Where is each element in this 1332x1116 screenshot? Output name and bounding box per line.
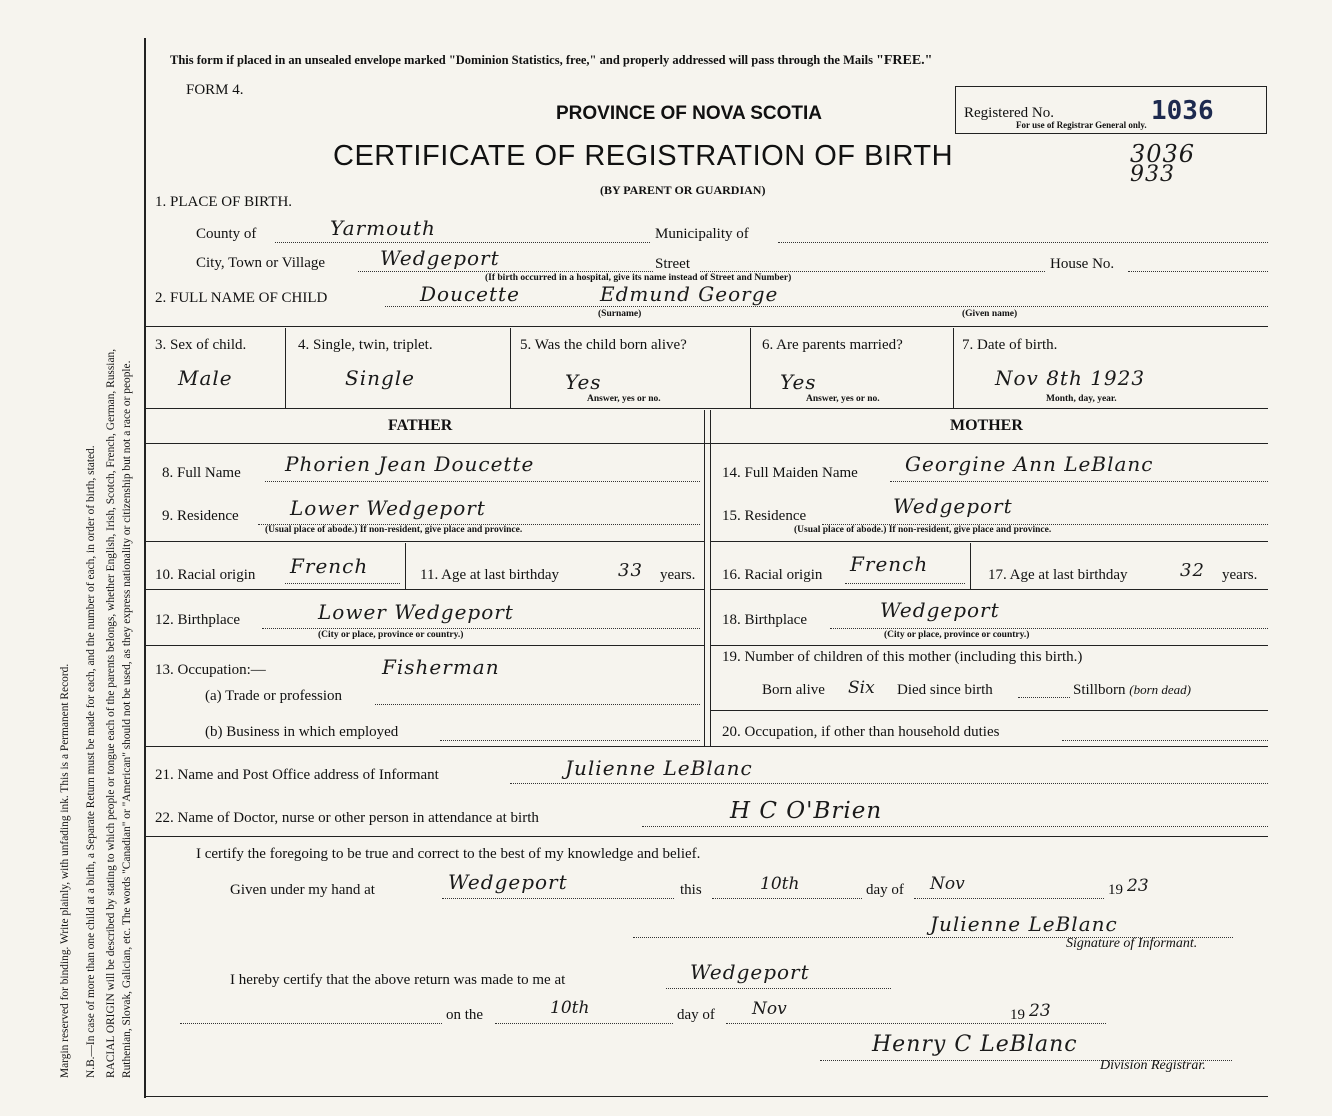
father-birthplace-line: [262, 628, 700, 629]
mother-birthplace-value: Wedgeport: [880, 598, 1000, 622]
child-name-label: 2. FULL NAME OF CHILD: [155, 290, 328, 306]
margin-note-binding: Margin reserved for binding. Write plainly, with unfading ink. This is a Permanent Record.: [59, 663, 71, 1078]
given-day-value: 10th: [760, 874, 800, 894]
row-divider-3: [146, 746, 1268, 747]
child-given-name: Edmund George: [600, 282, 779, 306]
sex-label: 3. Sex of child.: [155, 337, 247, 353]
registrar-pre-line: [180, 1023, 442, 1024]
registrar-text: I hereby certify that the above return was made to me at: [230, 972, 566, 988]
given-year-prefix: 19: [1108, 882, 1123, 898]
city-value: Wedgeport: [380, 246, 500, 270]
father-racial-label: 10. Racial origin: [155, 567, 256, 583]
city-line: [358, 271, 653, 272]
father-name-value: Phorien Jean Doucette: [285, 452, 535, 476]
col-divider-sex: [285, 328, 286, 408]
margin-border: [144, 38, 146, 1098]
mother-racial-label: 16. Racial origin: [722, 567, 823, 583]
registrar-caption: Division Registrar.: [1100, 1058, 1206, 1073]
place-heading: 1. PLACE OF BIRTH.: [155, 194, 293, 210]
mother-heading: MOTHER: [950, 417, 1023, 434]
mother-name-line: [890, 481, 1268, 482]
row-divider-4: [146, 836, 1268, 837]
stillborn-note: (born dead): [1129, 682, 1192, 697]
mother-age-divider: [970, 543, 971, 589]
margin-note-multiple-births: N.B.—In case of more than one child at a birth, a Separate Return must be made for each, and the number of each, in order of birth, stated.: [85, 445, 97, 1078]
children-count-label: 19. Number of children of this mother (including this birth.): [722, 649, 1083, 665]
registrar-note: For use of Registrar General only.: [1016, 120, 1147, 130]
stillborn-text: Stillborn: [1073, 682, 1126, 698]
house-line: [1128, 271, 1268, 272]
father-occupation-value: Fisherman: [382, 655, 500, 679]
municipality-label: Municipality of: [655, 226, 749, 242]
mother-age-value: 32: [1180, 560, 1205, 581]
doctor-label: 22. Name of Doctor, nurse or other person in attendance at birth: [155, 810, 539, 826]
stillborn-label: [1073, 682, 1191, 699]
registrar-place-line: [666, 988, 891, 989]
county-line: [275, 242, 650, 243]
certificate-title: CERTIFICATE OF REGISTRATION OF BIRTH: [333, 140, 954, 172]
given-day-line: [712, 898, 862, 899]
business-line: [440, 740, 700, 741]
mother-residence-label: 15. Residence: [722, 508, 807, 524]
given-month-value: Nov: [930, 874, 965, 894]
father-occupation-label: 13. Occupation:—: [155, 662, 266, 678]
informant-label: 21. Name and Post Office address of Informant: [155, 767, 439, 783]
father-residence-value: Lower Wedgeport: [290, 496, 486, 520]
died-since-label: Died since birth: [897, 682, 993, 698]
province-heading: PROVINCE OF NOVA SCOTIA: [556, 103, 823, 124]
given-caption: (Given name): [962, 309, 1018, 319]
born-alive-label: Born alive: [762, 682, 825, 698]
given-under-label: Given under my hand at: [230, 882, 375, 898]
mother-age-label: 17. Age at last birthday: [988, 567, 1128, 583]
mother-name-label: 14. Full Maiden Name: [722, 465, 858, 481]
row-divider-1: [146, 326, 1268, 327]
registrar-on-the-label: on the: [446, 1007, 484, 1023]
father-name-label: 8. Full Name: [162, 465, 241, 481]
dob-caption: Month, day, year.: [1046, 394, 1117, 404]
doctor-line: [642, 826, 1268, 827]
registrar-day-line: [495, 1023, 673, 1024]
parent-divider-a: [704, 410, 705, 746]
parent-divider-b: [710, 410, 711, 746]
registrar-place-value: Wedgeport: [690, 960, 810, 984]
father-birthplace-label: 12. Birthplace: [155, 612, 240, 628]
given-this-label: this: [680, 882, 702, 898]
informant-line: [510, 783, 1268, 784]
registrar-day-of-label: day of: [677, 1007, 715, 1023]
father-heading: FATHER: [388, 417, 453, 434]
father-row-line-1: [146, 541, 704, 542]
mother-occupation-line: [1062, 740, 1268, 741]
father-residence-label: 9. Residence: [162, 508, 239, 524]
father-birthplace-value: Lower Wedgeport: [318, 600, 514, 624]
county-value: Yarmouth: [330, 216, 436, 240]
certify-text: I certify the foregoing to be true and correct to the best of my knowledge and belief.: [196, 846, 701, 862]
father-racial-value: French: [290, 554, 369, 578]
father-name-line: [265, 481, 700, 482]
trade-line: [375, 704, 700, 705]
father-years-label: years.: [660, 567, 696, 583]
surname-caption: (Surname): [598, 309, 642, 319]
father-racial-line: [285, 583, 400, 584]
bottom-border: [146, 1096, 1268, 1097]
mother-name-value: Georgine Ann LeBlanc: [905, 452, 1154, 476]
alive-value: Yes: [565, 370, 602, 394]
father-age-divider: [405, 543, 406, 589]
mother-occupation-label: 20. Occupation, if other than household duties: [722, 724, 1000, 740]
mother-racial-line: [845, 583, 965, 584]
mother-years-label: years.: [1222, 567, 1258, 583]
married-value: Yes: [780, 370, 817, 394]
given-place-value: Wedgeport: [448, 870, 568, 894]
father-age-label: 11. Age at last birthday: [420, 567, 559, 583]
col-divider-alive: [750, 328, 751, 408]
given-year-value: 23: [1127, 876, 1149, 896]
hospital-note: (If birth occurred in a hospital, give its name instead of Street and Number): [485, 273, 792, 283]
mother-birthplace-line: [830, 628, 1268, 629]
father-row-line-2: [146, 589, 704, 590]
mother-birthplace-caption: (City or place, province or country.): [884, 630, 1030, 640]
child-surname: Doucette: [420, 282, 520, 306]
informant-signature-caption: Signature of Informant.: [1066, 936, 1198, 951]
margin-note-nationality: Ruthenian, Slovak, Galician, etc. The words "Canadian" or "American" should not be used, as they express nationality or citizenship but not a race or people.: [121, 360, 133, 1078]
father-age-value: 33: [618, 560, 643, 581]
mother-abode-caption: (Usual place of abode.) If non-resident, give place and province.: [794, 525, 1052, 535]
margin-number-2: 933: [1130, 162, 1175, 187]
dob-value: Nov 8th 1923: [995, 366, 1146, 390]
mother-row-line-1: [710, 541, 1268, 542]
house-label: House No.: [1050, 256, 1115, 272]
registrar-signature: Henry C LeBlanc: [872, 1032, 1078, 1057]
died-since-line: [1018, 697, 1070, 698]
child-name-line: [385, 306, 1268, 307]
born-alive-value: Six: [848, 678, 875, 698]
alive-label: 5. Was the child born alive?: [520, 337, 687, 353]
parent-heading-line: [146, 443, 1268, 444]
given-place-line: [442, 898, 674, 899]
mother-racial-value: French: [850, 552, 929, 576]
registrar-day-value: 10th: [550, 998, 590, 1018]
municipality-line: [778, 242, 1268, 243]
row-divider-2: [146, 408, 1268, 409]
county-label: County of: [196, 226, 257, 242]
married-label: 6. Are parents married?: [762, 337, 903, 353]
registered-label: Registered No.: [964, 105, 1054, 121]
plurality-value: Single: [345, 366, 416, 390]
street-line: [700, 271, 1045, 272]
margin-number-1: 3036: [1130, 140, 1196, 168]
married-caption: Answer, yes or no.: [806, 394, 880, 404]
informant-value: Julienne LeBlanc: [565, 756, 753, 780]
dob-label: 7. Date of birth.: [962, 337, 1058, 353]
mother-birthplace-label: 18. Birthplace: [722, 612, 807, 628]
given-month-line: [914, 898, 1104, 899]
registered-number: 1036: [1151, 96, 1214, 126]
father-abode-caption: (Usual place of abode.) If non-resident, give place and province.: [265, 525, 523, 535]
form-number: FORM 4.: [186, 82, 244, 98]
certificate-subtitle: (BY PARENT OR GUARDIAN): [600, 183, 766, 197]
mother-row-line-4: [710, 710, 1268, 711]
col-divider-married: [953, 328, 954, 408]
registrar-year-prefix: 19: [1010, 1007, 1025, 1023]
doctor-value: H C O'Brien: [730, 798, 883, 824]
registrar-year-value: 23: [1029, 1001, 1051, 1021]
registered-box: [955, 86, 1267, 134]
father-birthplace-caption: (City or place, province or country.): [318, 630, 464, 640]
mail-notice: This form if placed in an unsealed envelope marked "Dominion Statistics, free," and properly addressed will pass through the Mails "FREE.": [170, 53, 933, 68]
father-row-line-3: [146, 645, 704, 646]
margin-note-racial-origin: RACIAL ORIGIN will be described by stating to which people or tongue each of the parents belongs, whether English, Irish, Scotch, French, German, Russian,: [105, 348, 117, 1078]
business-label: (b) Business in which employed: [205, 724, 399, 740]
registrar-month-value: Nov: [752, 999, 787, 1019]
alive-caption: Answer, yes or no.: [587, 394, 661, 404]
mother-row-line-3: [710, 645, 1268, 646]
given-day-of-label: day of: [866, 882, 904, 898]
mother-residence-value: Wedgeport: [893, 494, 1013, 518]
registrar-month-line: [726, 1023, 1106, 1024]
plurality-label: 4. Single, twin, triplet.: [298, 337, 433, 353]
trade-label: (a) Trade or profession: [205, 688, 343, 704]
city-label: City, Town or Village: [196, 255, 326, 271]
sex-value: Male: [178, 366, 233, 390]
informant-signature: Julienne LeBlanc: [930, 912, 1118, 936]
mother-row-line-2: [710, 589, 1268, 590]
street-label: Street: [655, 256, 690, 272]
col-divider-plurality: [510, 328, 511, 408]
